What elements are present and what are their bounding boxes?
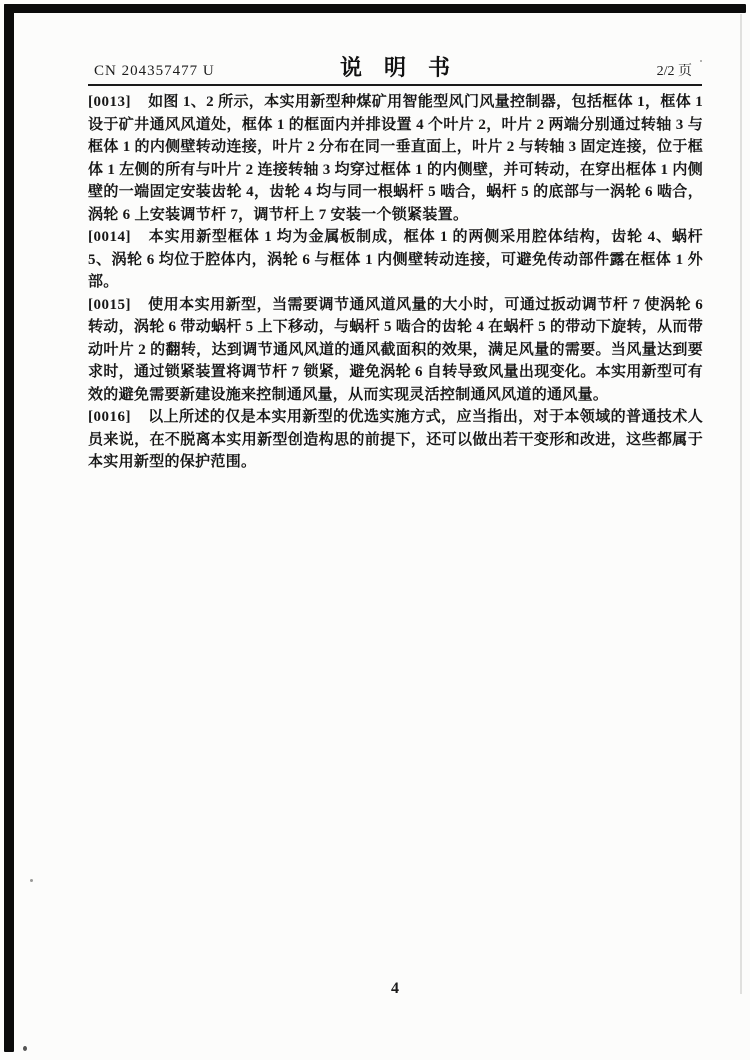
paragraph-text: 如图 1、2 所示，本实用新型种煤矿用智能型风门风量控制器，包括框体 1，框体 1 设于矿井通风风道处，框体 1 的框面内并排设置 4 个叶片 2，叶片 2 两端分别通过转轴 3 与框体 1 的内侧壁转动连接，叶片 2 分布在同一垂直面上，叶片 2 与转轴 3 固定连接，位于框体 1 左侧的所有与叶片 2 连接转轴 3 均穿过框体 1 的内侧壁，并可转动，在穿出框体 1 内侧壁的一端固定安装齿轮 4，齿轮 4 均与同一根蜗杆 5 啮合，蜗杆 5 的底部与一涡轮 6 啮合，涡轮 6 上安装调节杆 7，调节杆上 7 安装一个锁紧装置。 bbox=[88, 94, 704, 223]
scan-border-top bbox=[4, 4, 746, 13]
paragraph-number: [0015] bbox=[88, 296, 131, 313]
paragraph-number: [0013] bbox=[88, 94, 131, 110]
header-rule bbox=[88, 84, 702, 86]
scan-border-left bbox=[4, 4, 14, 1052]
paragraph-0014 bbox=[88, 226, 703, 294]
paragraph-text: 本实用新型框体 1 均为金属板制成，框体 1 的两侧采用腔体结构，齿轮 4、蜗杆 5、涡轮 6 均位于腔体内，涡轮 6 与框体 1 内侧壁转动连接，可避免传动部件露在框体 1 外部。 bbox=[88, 229, 703, 290]
paragraph-0013 bbox=[88, 91, 703, 226]
paragraph-0015 bbox=[88, 294, 703, 407]
paragraph-0016 bbox=[88, 406, 703, 474]
paragraph-number: [0014] bbox=[88, 229, 131, 245]
page-number: 4 bbox=[391, 980, 399, 997]
scan-border-right bbox=[740, 14, 742, 994]
paragraph-number: [0016] bbox=[88, 409, 131, 425]
document-title: 说 明 书 bbox=[339, 55, 450, 80]
scan-speck bbox=[30, 879, 33, 882]
paragraph-text: 以上所述的仅是本实用新型的优选实施方式，应当指出，对于本领域的普通技术人员来说，在不脱离本实用新型创造构思的前提下，还可以做出若干变形和改进，这些都属于本实用新型的保护范围。 bbox=[88, 409, 703, 470]
paragraph-text: 使用本实用新型，当需要调节通风道风量的大小时，可通过扳动调节杆 7 使涡轮 6 转动，涡轮 6 带动蜗杆 5 上下移动，与蜗杆 5 啮合的齿轮 4 在蜗杆 5 的带动下旋转，从而带动叶片 2 的翻转，达到调节通风风道的通风截面积的效果，满足风量的需要。当风量达到要求时，通过锁紧装置将调节杆 7 锁紧，避免涡轮 6 自转导致风量出现变化。本实用新型可有效的避免需要新建设施来控制通风量，从而实现灵活控制通风风道的通风量。 bbox=[88, 296, 704, 403]
specification-body bbox=[88, 91, 703, 474]
page-footer bbox=[88, 980, 702, 998]
scan-speck bbox=[23, 1046, 27, 1051]
page-header bbox=[88, 52, 702, 82]
page-indicator: 2/2 页 bbox=[656, 64, 692, 79]
document-number: CN 204357477 U bbox=[94, 63, 215, 79]
